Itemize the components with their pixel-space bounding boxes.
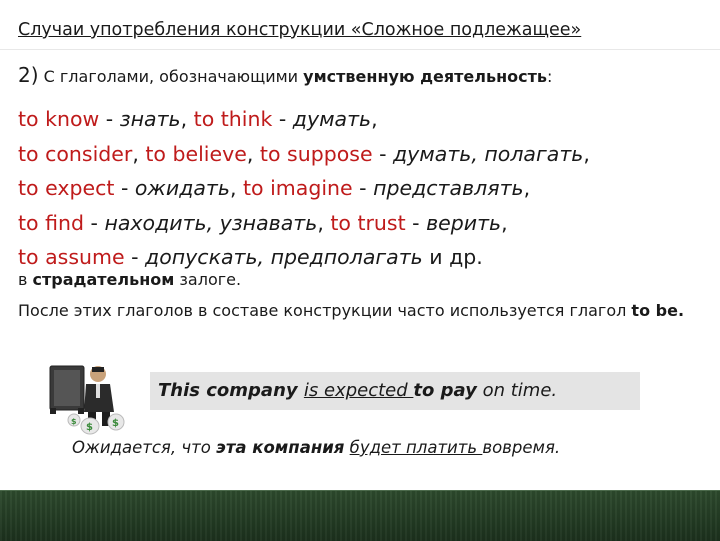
slide-title: Случаи употребления конструкции «Сложное подлежащее» <box>18 20 582 40</box>
separator: - <box>272 107 293 131</box>
russian-translation: ожидать <box>134 176 230 200</box>
svg-text:$: $ <box>86 422 93 433</box>
separator: , <box>180 107 194 131</box>
russian-translation: думать, полагать <box>393 141 584 166</box>
title-divider <box>0 49 720 50</box>
separator: - <box>114 176 135 200</box>
russian-translation: представлять <box>373 176 524 200</box>
russian-translation: допускать, предполагать <box>145 245 423 269</box>
passive-note-emphasis: страдательном <box>32 270 175 289</box>
russian-translation: думать <box>292 107 372 131</box>
separator: - <box>124 245 146 269</box>
separator: , <box>371 107 378 131</box>
svg-text:$: $ <box>71 417 77 426</box>
separator: , <box>132 141 146 166</box>
example-infinitive: to pay <box>413 380 477 401</box>
passive-note-pre: в <box>18 270 33 289</box>
to-be-note-text: После этих глаголов в составе конструкции часто используется глагол <box>18 301 632 320</box>
example-predicate: is expected <box>303 380 414 401</box>
verb-line <box>18 137 713 172</box>
translation-rest: вовремя. <box>482 438 561 457</box>
subtitle-colon: : <box>547 67 553 86</box>
separator: , <box>229 176 243 200</box>
separator: , <box>501 210 508 235</box>
english-verb: to think <box>193 107 273 131</box>
example-rest: on time. <box>476 380 558 401</box>
translation-subject: эта компания <box>216 438 345 457</box>
russian-translation: верить <box>426 210 502 235</box>
english-verb: to imagine <box>243 176 353 200</box>
russian-translation: знать <box>119 107 181 131</box>
passive-note <box>18 270 241 289</box>
example-sentence <box>150 372 640 410</box>
subtitle <box>18 63 552 87</box>
separator: и др. <box>422 245 483 269</box>
separator: - <box>84 210 105 235</box>
separator: - <box>372 141 393 166</box>
separator: , <box>523 176 531 200</box>
example-translation <box>72 438 560 457</box>
separator: - <box>352 176 374 200</box>
english-verb: to expect <box>18 176 115 200</box>
verb-line <box>18 171 713 206</box>
footer-bar <box>0 490 720 541</box>
separator: , <box>583 141 590 166</box>
russian-translation: находить, узнавать <box>104 210 318 235</box>
english-verb: to assume <box>18 245 125 269</box>
translation-predicate: будет платить <box>349 438 483 457</box>
english-verb: to consider <box>18 141 133 166</box>
english-verb: to find <box>18 210 85 235</box>
separator: , <box>317 210 331 235</box>
subtitle-text: С глаголами, обозначающими <box>38 67 304 86</box>
english-verb: to suppose <box>259 141 373 166</box>
translation-part-1: Ожидается, что <box>72 438 217 457</box>
example-subject: This company <box>158 380 304 401</box>
separator: - <box>99 107 120 131</box>
verb-line <box>18 206 713 241</box>
passive-note-post: залоге. <box>174 270 242 289</box>
english-verb: to trust <box>330 210 406 235</box>
svg-text:$: $ <box>112 418 119 429</box>
to-be-note <box>18 298 708 323</box>
english-verb: to know <box>18 107 100 131</box>
separator: , <box>246 141 260 166</box>
english-verb: to believe <box>145 141 247 166</box>
subtitle-number: 2) <box>18 63 39 87</box>
verb-line <box>18 102 713 137</box>
separator: - <box>405 210 427 235</box>
money-safe-icon <box>44 362 126 436</box>
subtitle-emphasis: умственную деятельность <box>303 67 547 86</box>
to-be-note-emphasis: to be. <box>631 301 685 320</box>
verb-list <box>18 102 713 275</box>
